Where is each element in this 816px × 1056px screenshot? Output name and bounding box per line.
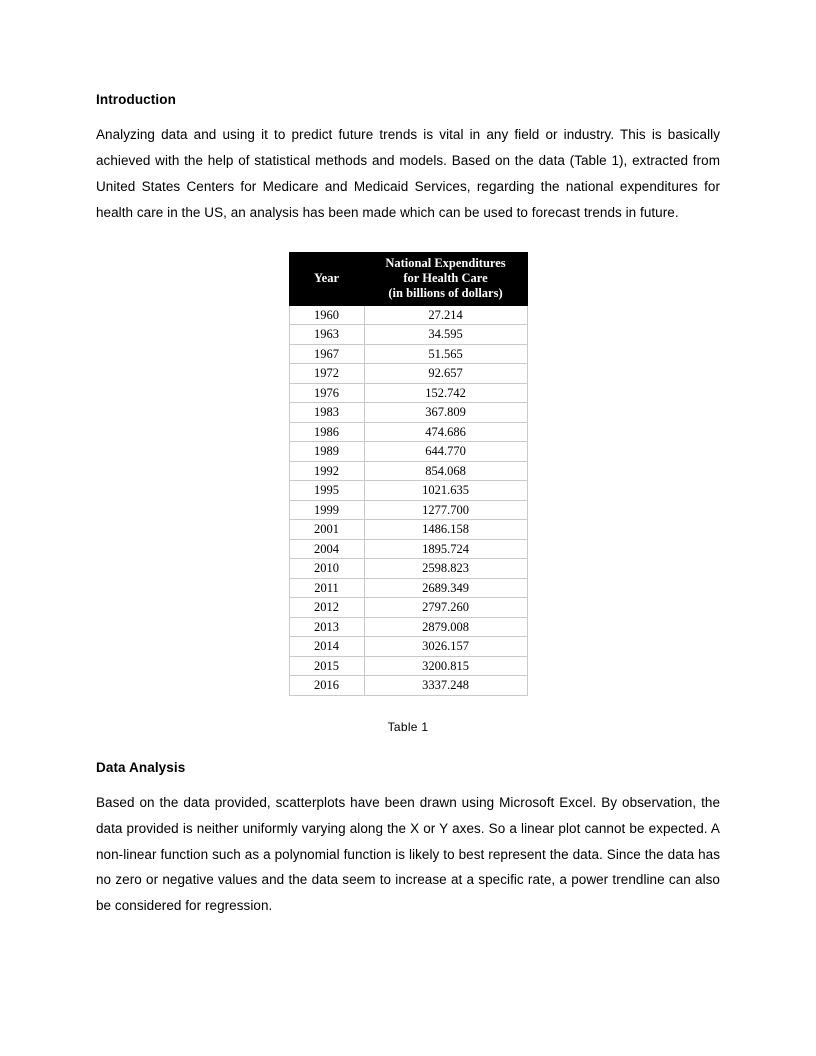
table-row bbox=[289, 520, 527, 540]
table-row bbox=[289, 305, 527, 325]
table-row bbox=[289, 598, 527, 618]
cell-expenditure: 3200.815 bbox=[364, 656, 527, 676]
cell-year: 1992 bbox=[289, 461, 364, 481]
cell-expenditure: 3337.248 bbox=[364, 676, 527, 696]
cell-year: 1967 bbox=[289, 344, 364, 364]
table-row bbox=[289, 500, 527, 520]
cell-year: 2004 bbox=[289, 539, 364, 559]
cell-year: 1960 bbox=[289, 305, 364, 325]
table-row bbox=[289, 383, 527, 403]
cell-year: 2010 bbox=[289, 559, 364, 579]
cell-year: 1976 bbox=[289, 383, 364, 403]
cell-expenditure: 92.657 bbox=[364, 364, 527, 384]
cell-year: 1989 bbox=[289, 442, 364, 462]
cell-year: 2011 bbox=[289, 578, 364, 598]
national-expenditures-table bbox=[289, 252, 528, 696]
table-row bbox=[289, 364, 527, 384]
cell-expenditure: 51.565 bbox=[364, 344, 527, 364]
cell-year: 1995 bbox=[289, 481, 364, 501]
table-row bbox=[289, 422, 527, 442]
table-row bbox=[289, 442, 527, 462]
cell-expenditure: 854.068 bbox=[364, 461, 527, 481]
table-row bbox=[289, 461, 527, 481]
cell-year: 1983 bbox=[289, 403, 364, 423]
cell-expenditure: 2689.349 bbox=[364, 578, 527, 598]
section-heading-introduction: Introduction bbox=[96, 92, 176, 107]
cell-expenditure: 1277.700 bbox=[364, 500, 527, 520]
cell-expenditure: 2598.823 bbox=[364, 559, 527, 579]
section-body-introduction: Analyzing data and using it to predict future trends is vital in any field or industry. This is basically achieved with the help of statistical methods and models. Based on the data (Table 1), extracted from United States Centers for Medicare and Medicaid Services, regarding the national expenditures for health care in the US, an analysis has been made which can be used to forecast trends in future. bbox=[96, 127, 720, 220]
table-row bbox=[289, 325, 527, 345]
cell-year: 2001 bbox=[289, 520, 364, 540]
cell-year: 2013 bbox=[289, 617, 364, 637]
cell-expenditure: 3026.157 bbox=[364, 637, 527, 657]
table-row bbox=[289, 403, 527, 423]
cell-expenditure: 474.686 bbox=[364, 422, 527, 442]
cell-year: 2014 bbox=[289, 637, 364, 657]
cell-expenditure: 34.595 bbox=[364, 325, 527, 345]
table-row bbox=[289, 481, 527, 501]
column-header-expenditures-line2: for Health Care bbox=[403, 271, 488, 286]
cell-year: 2012 bbox=[289, 598, 364, 618]
column-header-year: Year bbox=[289, 252, 364, 305]
cell-expenditure: 27.214 bbox=[364, 305, 527, 325]
table-header bbox=[289, 252, 527, 305]
cell-year: 2016 bbox=[289, 676, 364, 696]
table-caption: Table 1 bbox=[387, 719, 429, 734]
table-row bbox=[289, 617, 527, 637]
column-header-expenditures-line3: (in billions of dollars) bbox=[388, 286, 503, 301]
cell-year: 1972 bbox=[289, 364, 364, 384]
cell-expenditure: 1486.158 bbox=[364, 520, 527, 540]
cell-expenditure: 2797.260 bbox=[364, 598, 527, 618]
cell-year: 1999 bbox=[289, 500, 364, 520]
table-body bbox=[289, 305, 527, 695]
column-header-expenditures-line1: National Expenditures bbox=[385, 255, 506, 270]
cell-expenditure: 152.742 bbox=[364, 383, 527, 403]
section-body-data-analysis: Based on the data provided, scatterplots have been drawn using Microsoft Excel. By observation, the data provided is neither uniformly varying along the X or Y axes. So a linear plot cannot be expected. A non-linear function such as a polynomial function is likely to best represent the data. Since the data has no zero or negative values and the data seem to increase at a specific rate, a power trendline can also be considered for regression. bbox=[96, 794, 720, 914]
cell-expenditure: 2879.008 bbox=[364, 617, 527, 637]
table-row bbox=[289, 539, 527, 559]
column-header-expenditures bbox=[364, 252, 527, 305]
table-header-row bbox=[289, 252, 527, 305]
section-heading-data-analysis: Data Analysis bbox=[96, 759, 186, 775]
table-row bbox=[289, 578, 527, 598]
table-row bbox=[289, 344, 527, 364]
table-row bbox=[289, 559, 527, 579]
cell-expenditure: 644.770 bbox=[364, 442, 527, 462]
cell-expenditure: 367.809 bbox=[364, 403, 527, 423]
table-row bbox=[289, 656, 527, 676]
cell-year: 1986 bbox=[289, 422, 364, 442]
cell-expenditure: 1895.724 bbox=[364, 539, 527, 559]
table-container bbox=[96, 252, 720, 696]
table-row bbox=[289, 676, 527, 696]
table-row bbox=[289, 637, 527, 657]
cell-year: 1963 bbox=[289, 325, 364, 345]
cell-year: 2015 bbox=[289, 656, 364, 676]
cell-expenditure: 1021.635 bbox=[364, 481, 527, 501]
